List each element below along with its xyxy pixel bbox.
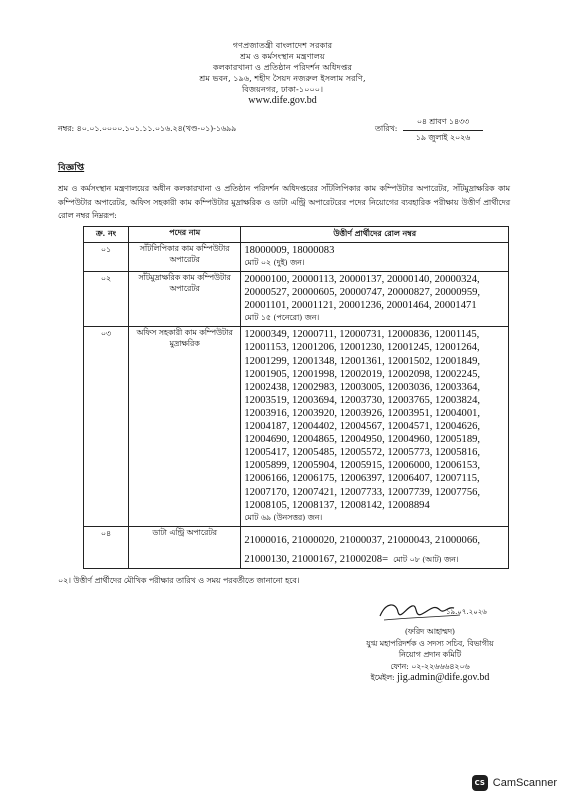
date-block (403, 116, 483, 145)
date-bangla: ০৪ শ্রাবণ ১৪৩৩ (403, 116, 483, 131)
memo-number: নম্বর: ৪০.০১.০০০০.১০১.১১.০১৬.২৪(খণ্ড-০১)-১৬৯৯ (58, 124, 237, 133)
signatory-phone: ফোন: ০২-২২৬৬৬৪২০৬ (390, 661, 470, 671)
roll-numbers: 21000016, 21000020, 21000037, 21000043, 21000066, 21000130, 21000167, 21000208= (244, 534, 481, 565)
signatory-details (345, 626, 515, 684)
row-post: অফিস সহকারী কাম কম্পিউটার মুদ্রাক্ষরিক (128, 327, 240, 526)
notice-title: বিজ্ঞপ্তি (58, 163, 85, 173)
note-paragraph: ০২। উত্তীর্ণ প্রার্থীদের মৌখিক পরীক্ষার তারিখ ও সময় পরবর্তীতে জানানো হবে। (58, 576, 300, 585)
row-post: সাঁটলিপিকার কাম কম্পিউটার অপারেটর (128, 243, 240, 272)
table-row (84, 272, 509, 327)
roll-numbers: 20000100, 20000113, 20000137, 20000140, 20000324, 20000527, 20000605, 20000747, 20000827, 20000959, 20001101, 20001121, 20001236, 20001464, 20001471 (244, 274, 481, 312)
row-post: ডাটা এন্ট্রি অপারেটর (128, 526, 240, 568)
header-block (0, 40, 565, 106)
header-address-line2: বিজয়নগর, ঢাকা-১০০০। (241, 84, 324, 94)
date-english: ১৯ জুলাই ২০২৬ (415, 133, 471, 142)
roll-numbers: 12000349, 12000711, 12000731, 12000836, 12001145, 12001153, 12001206, 12001230, 12001245, 12001264, 12001299, 12001348, 12001361, 12001502, 12001849, 12001905, 12001998, 12002019, 12002098, 12002245, 12002438, 12002983, 12003005, 12003036, 12003364, 12003519, 12003694, 12003730, 12003765, 12003824, 12003916, 12003920, 12003926, 12003951, 12004001, 12004187, 12004402, 12004567, 12004571, 12004626, 12004690, 12004865, 12004950, 12004960, 12005189, 12005417, 12005485, 12005572, 12005773, 12005816, 12005899, 12005904, 12005915, 12006000, 12006153, 12006166, 12006175, 12006397, 12006407, 12007115, 12007170, 12007421, 12007733, 12007739, 12007756, 12008105, 12008137, 12008142, 12008894 (244, 329, 481, 511)
header-ministry: শ্রম ও কর্মসংস্থান মন্ত্রণালয় (240, 51, 325, 61)
header-department: কলকারখানা ও প্রতিষ্ঠান পরিদর্শন অধিদপ্তর (212, 62, 353, 72)
camscanner-watermark (472, 775, 557, 791)
header-serial: ক্র. নং (84, 227, 129, 243)
table-row (84, 526, 509, 568)
table-row (84, 243, 509, 272)
signatory-designation: যুগ্ম মহাপরিদর্শক ও সদস্য সচিব, বিভাগীয় (366, 638, 494, 648)
row-total: মোট ৬৯ (উনসত্তর) জন। (244, 512, 323, 522)
row-serial: ০৩ (84, 327, 129, 526)
roll-numbers: 18000009, 18000083 (244, 245, 335, 256)
header-government: গণপ্রজাতন্ত্রী বাংলাদেশ সরকার (232, 40, 333, 50)
header-website[interactable]: www.dife.gov.bd (248, 95, 317, 106)
row-rolls-cell (241, 272, 509, 327)
signatory-email-line (345, 672, 515, 684)
email-label: ইমেইল: (370, 673, 395, 683)
table-header-row (84, 227, 509, 243)
signature-date: ১৯.০৭.২০২৬ (446, 608, 487, 616)
row-post: সাঁটমুদ্রাক্ষরিক কাম কম্পিউটার অপারেটর (128, 272, 240, 327)
intro-paragraph: শ্রম ও কর্মসংস্থান মন্ত্রণালয়ের অধীন কলকারখানা ও প্রতিষ্ঠান পরিদর্শন অধিদপ্তরের সাঁটলিপিকার কাম কম্পিউটার অপারেটর, সাঁটমুদ্রাক্ষরিক কাম কম্পিউটার অপারেটর, অফিস সহকারী কাম কম্পিউটার মুদ্রাক্ষরিক ও ডাটা এন্ট্রি অপারেটরের পদের নিয়োগের ব্যবহারিক পরীক্ষায় উত্তীর্ণ প্রার্থীদের রোল নম্বর নিম্নরূপ: (58, 184, 510, 221)
signature-block (360, 598, 510, 624)
header-post: পদের নাম (128, 227, 240, 243)
date-label: তারিখ: (375, 124, 398, 133)
row-total: মোট ০৮ (আট) জন। (393, 554, 459, 564)
row-serial: ০১ (84, 243, 129, 272)
row-total: মোট ১৫ (পনেরো) জন। (244, 313, 320, 323)
header-address-line1: শ্রম ভবন, ১৯৬, শহীদ সৈয়দ নজরুল ইসলাম সরণি, (199, 73, 366, 83)
row-total: মোট ০২ (দুই) জন। (244, 258, 305, 268)
table-row (84, 327, 509, 526)
row-rolls-cell (241, 327, 509, 526)
header-rolls: উত্তীর্ণ প্রার্থীদের রোল নম্বর (241, 227, 509, 243)
camscanner-text: CamScanner (492, 777, 557, 789)
results-table (83, 226, 509, 569)
row-serial: ০৪ (84, 526, 129, 568)
signatory-name: (ফরিদ আহাম্মদ) (404, 627, 456, 636)
signatory-committee: নিয়োগ প্রদান কমিটি (398, 650, 462, 660)
row-serial: ০২ (84, 272, 129, 327)
row-rolls-cell (241, 526, 509, 568)
row-rolls-cell (241, 243, 509, 272)
email-address[interactable]: jig.admin@dife.gov.bd (397, 672, 490, 684)
camscanner-logo-icon: CS (472, 775, 488, 791)
